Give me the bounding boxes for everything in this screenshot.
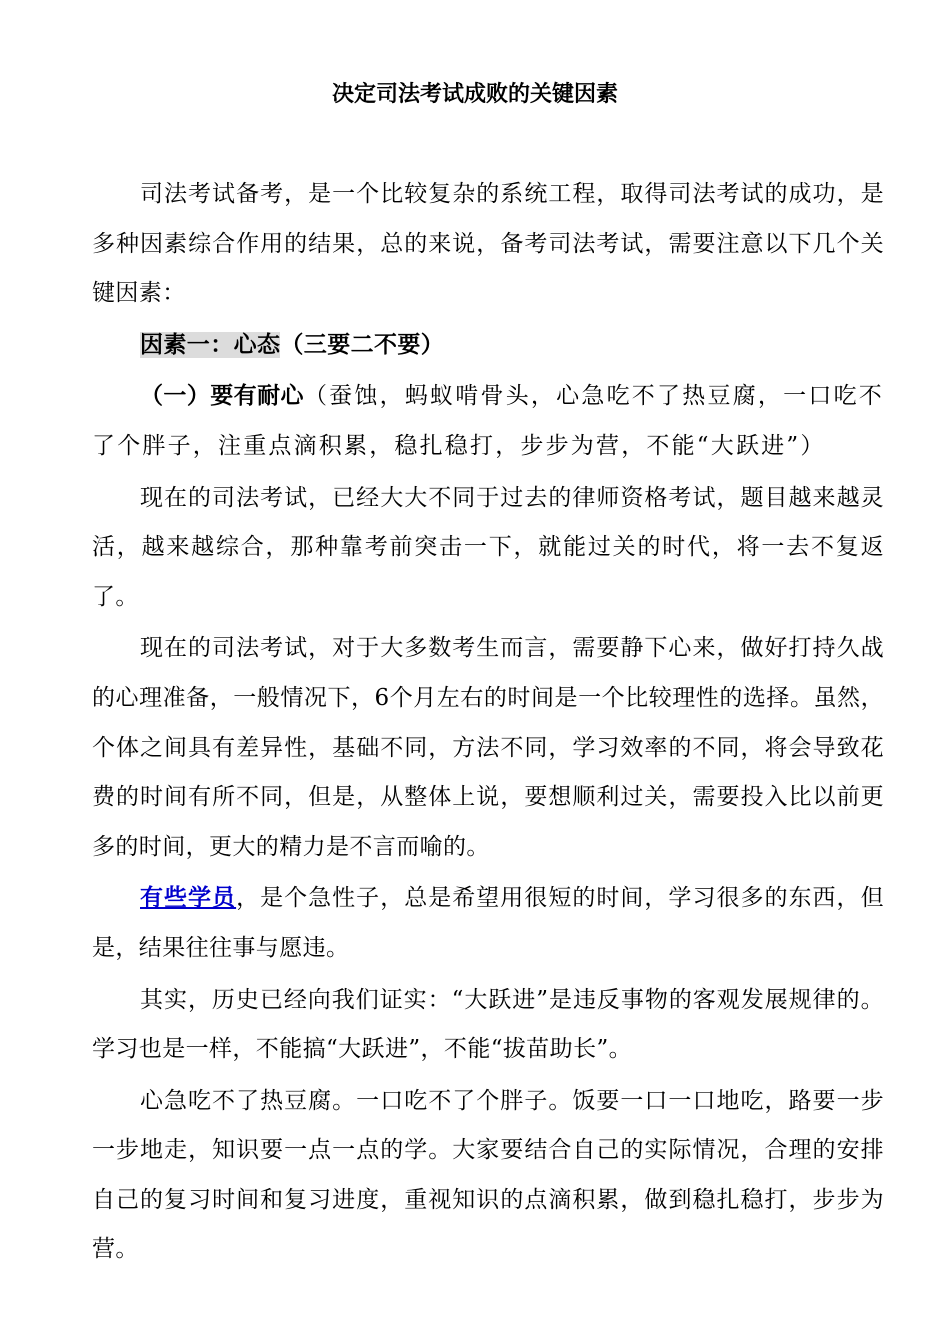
intro-paragraph: 司法考试备考，是一个比较复杂的系统工程，取得司法考试的成功，是多种因素综合作用的结果，总的来说，备考司法考试，需要注意以下几个关键因素： [92, 181, 884, 307]
body-paragraph: 其实，历史已经向我们证实：“大跃进”是违反事物的客观发展规律的。学习也是一样，不能搞“大跃进”，不能“拔苗助长”。 [92, 986, 884, 1063]
body-paragraph: 现在的司法考试，已经大大不同于过去的律师资格考试，题目越来越灵活，越来越综合，那种靠考前突击一下，就能过关的时代，将一去不复返了。 [92, 484, 884, 610]
document-title: 决定司法考试成败的关键因素 [331, 82, 618, 107]
body-paragraph: 心急吃不了热豆腐。一口吃不了个胖子。饭要一口一口地吃，路要一步一步地走，知识要一点一点的学。大家要结合自己的实际情况，合理的安排自己的复习时间和复习进度，重视知识的点滴积累，做到稳扎稳打，步步为营。 [92, 1087, 884, 1263]
students-link[interactable]: 有些学员 [140, 885, 237, 912]
point-one-note: （蚕蚀，蚂蚁啃骨头，心急吃不了热豆腐，一口吃不了个胖子，注重点滴积累，稳扎稳打，步步为营，不能“大跃进”） [92, 383, 884, 459]
factor-heading [92, 321, 884, 371]
point-one-paragraph [92, 372, 884, 471]
link-paragraph-rest: ，是个急性子，总是希望用很短的时间，学习很多的东西，但是，结果往往事与愿违。 [92, 885, 884, 961]
document-body [92, 170, 884, 1277]
factor-heading-highlight: 因素一：心态 [140, 331, 281, 358]
factor-heading-rest: （三要二不要） [280, 331, 445, 358]
link-paragraph [92, 874, 884, 973]
point-one-label: （一）要有耐心 [140, 383, 304, 410]
body-paragraph: 现在的司法考试，对于大多数考生而言，需要静下心来，做好打持久战的心理准备，一般情况下，6个月左右的时间是一个比较理性的选择。虽然，个体之间具有差异性，基础不同，方法不同，学习效率的不同，将会导致花费的时间有所不同，但是，从整体上说，要想顺利过关，需要投入比以前更多的时间，更大的精力是不言而喻的。 [92, 635, 884, 860]
